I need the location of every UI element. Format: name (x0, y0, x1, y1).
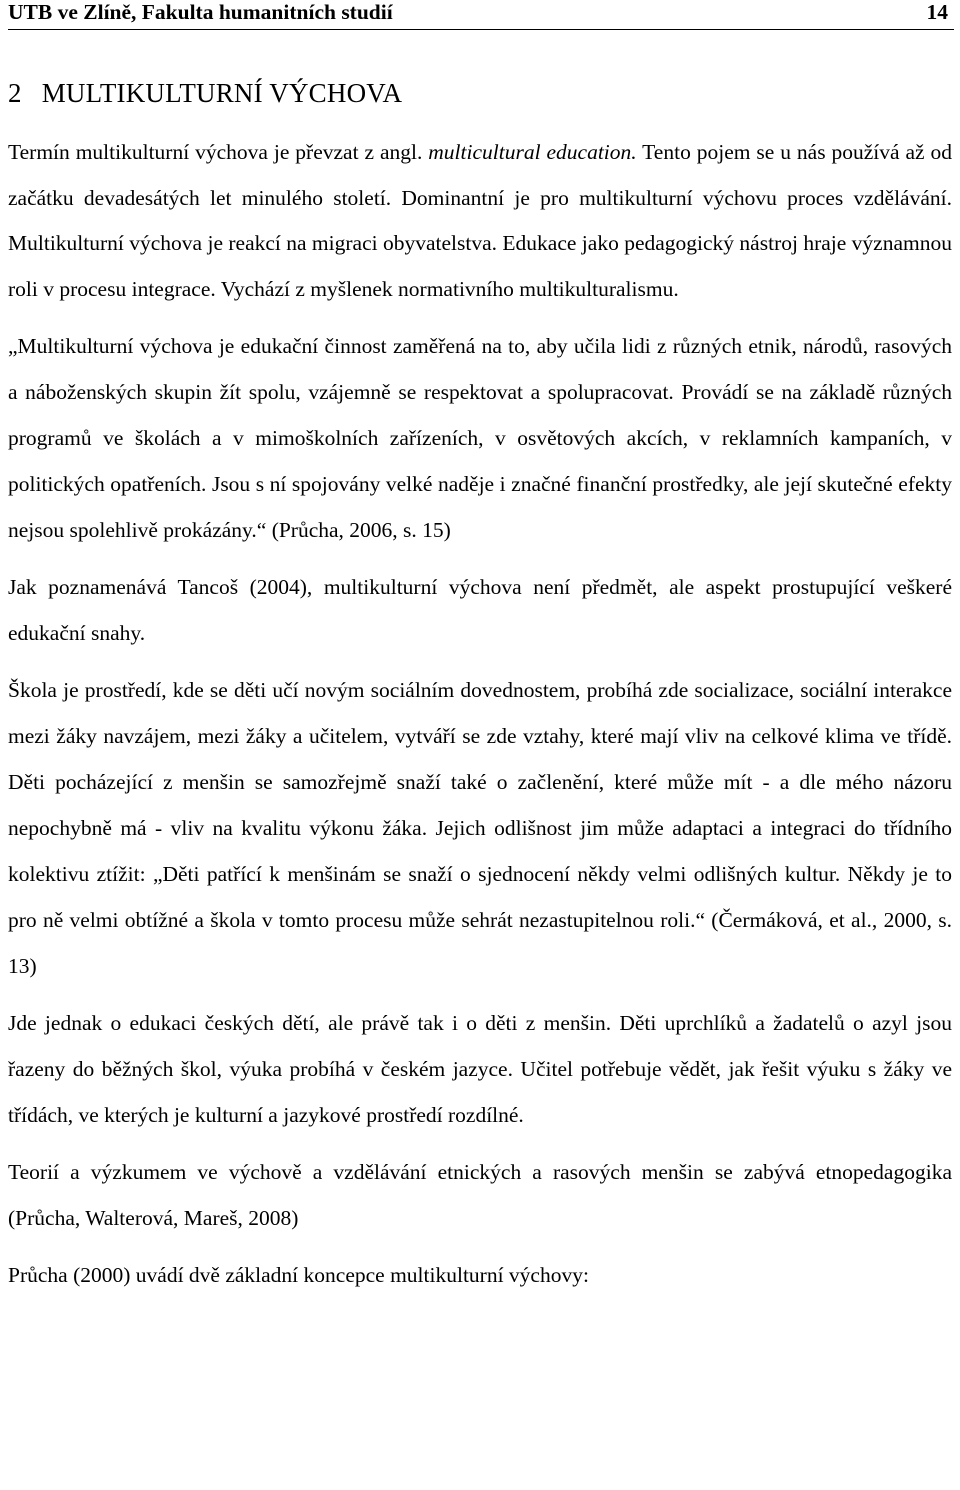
paragraph-1-italic-term: multicultural education. (428, 140, 637, 164)
paragraph-2-quote: „Multikulturní výchova je edukační činnost zaměřená na to, aby učila lidi z různých etnik, národů, rasových a náboženských skupin žít spolu, vzájemně se respektovat a spolupracovat. Provádí se na základě různých programů ve školách a v mimoškolních zařízeních, v osvětových akcích, v reklamních kampaních, v politických opatřeních. Jsou s ní spojovány velké naděje i značné finanční prostředky, ale její skutečné efekty nejsou spolehlivě prokázány.“ (Průcha, 2006, s. 15) (8, 334, 952, 543)
paragraph-1-start: Termín multikulturní výchova je převzat z angl. (8, 140, 429, 164)
paragraph-1-rest: Tento pojem se u nás používá až od začátku devadesátých let minulého století. Dominantní je pro multikulturní výchovu proces vzdělávání. Multikulturní výchova je reakcí na migraci obyvatelstva. Edukace jako pedagogický nástroj hraje významnou roli v procesu integrace. Vychází z myšlenek normativního multikulturalismu. (8, 140, 952, 301)
chapter-number: 2 (8, 78, 22, 108)
chapter-title: MULTIKULTURNÍ VÝCHOVA (41, 78, 403, 108)
running-header (8, 0, 954, 30)
paragraph-6: Teorií a výzkumem ve výchově a vzdělávání etnických a rasových menšin se zabývá etnopedagogika (Průcha, Walterová, Mareš, 2008) (8, 1160, 952, 1231)
paragraph-1 (8, 130, 952, 312)
paragraph-5: Jde jednak o edukaci českých dětí, ale právě tak i o děti z menšin. Děti uprchlíků a žadatelů o azyl jsou řazeny do běžných škol, výuka probíhá v českém jazyce. Učitel potřebuje vědět, jak řešit výuku s žáky ve třídách, ve kterých je kulturní a jazykové prostředí rozdílné. (8, 1011, 952, 1128)
paragraph-7: Průcha (2000) uvádí dvě základní koncepce multikulturní výchovy: (8, 1263, 589, 1288)
paragraph-3: Jak poznamenává Tancoš (2004), multikulturní výchova není předmět, ale aspekt prostupující veškeré edukační snahy. (8, 575, 952, 646)
paragraph-4: Škola je prostředí, kde se děti učí novým sociálním dovednostem, probíhá zde socializace, sociální interakce mezi žáky navzájem, mezi žáky a učitelem, vytváří se zde vztahy, které mají vliv na celkové klima ve třídě. Děti pocházející z menšin se samozřejmě snaží také o začlenění, které může mít - a dle mého názoru nepochybně má - vliv na kvalitu výkonu žáka. Jejich odlišnost jim může adaptaci a integraci do třídního kolektivu ztížit: „Děti patřící k menšinám se snaží o sjednocení někdy velmi odlišných kultur. Někdy je to pro ně velmi obtížné a škola v tomto procesu může sehrát nezastupitelnou roli.“ (Čermáková, et al., 2000, s. 13) (8, 678, 952, 979)
header-institution: UTB ve Zlíně, Fakulta humanitních studií (8, 0, 393, 24)
chapter-heading (8, 80, 952, 107)
page-number: 14 (926, 0, 948, 24)
